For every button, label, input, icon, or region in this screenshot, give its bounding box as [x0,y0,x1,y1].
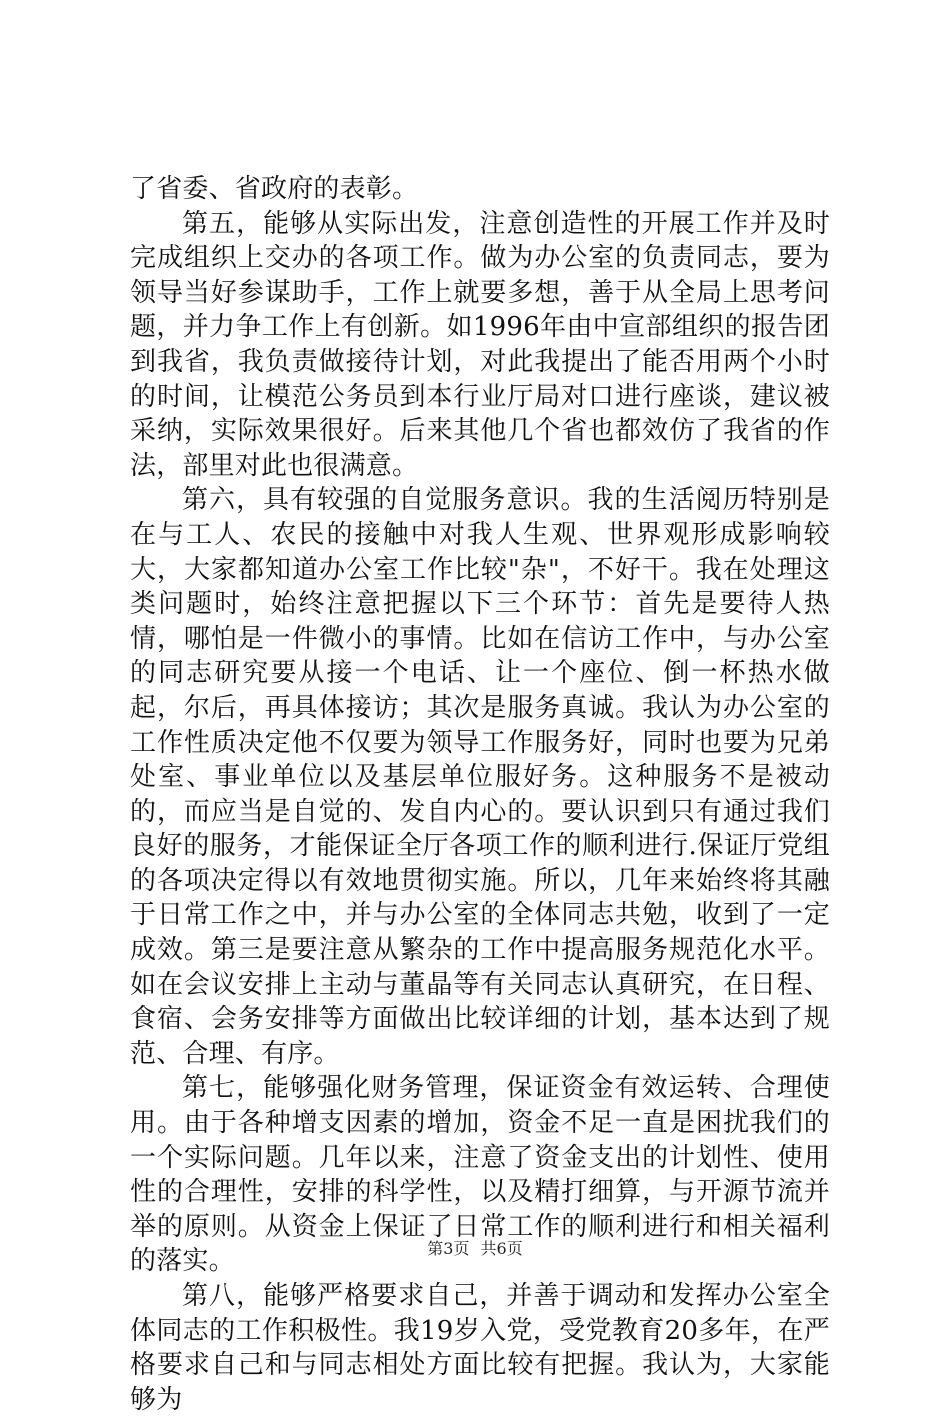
page-total: 共6页 [480,1239,523,1258]
paragraph-continuation: 了省委、省政府的表彰。 [130,174,419,204]
document-body [130,172,830,1417]
paragraph-fifth-point: 第五，能够从实际出发，注意创造性的开展工作并及时完成组织上交办的各项工作。做为办公室的负责同志，要为领导当好参谋助手，工作上就要多想，善于从全局上思考问题，并力争工作上有创新。如1996年由中宣部组织的报告团到我省，我负责做接待计划，对此我提出了能否用两个小时的时间，让模范公务员到本行业厅局对口进行座谈，建议被采纳，实际效果很好。后来其他几个省也都效仿了我省的作法，部里对此也很满意。 [130,208,830,481]
page-number: 第3页 [427,1239,470,1258]
paragraph-sixth-point: 第六，具有较强的自觉服务意识。我的生活阅历特别是在与工人、农民的接触中对我人生观、世界观形成影响较大，大家都知道办公室工作比较"杂"，不好干。我在处理这类问题时，始终注意把握以下三个环节：首先是要待人热情，哪怕是一件微小的事情。比如在信访工作中，与办公室的同志研究要从接一个电话、让一个座位、倒一杯热水做起，尔后，再具体接访；其次是服务真诚。我认为办公室的工作性质决定他不仅要为领导工作服务好，同时也要为兄弟处室、事业单位以及基层单位服好务。这种服务不是被动的，而应当是自觉的、发自内心的。要认识到只有通过我们良好的服务，才能保证全厅各项工作的顺利进行.保证厅党组的各项决定得以有效地贯彻实施。所以，几年来始终将其融于日常工作之中，并与办公室的全体同志共勉，收到了一定成效。第三是要注意从繁杂的工作中提高服务规范化水平。如在会议安排上主动与董晶等有关同志认真研究，在日程、食宿、会务安排等方面做出比较详细的计划，基本达到了规范、合理、有序。 [130,485,830,1069]
paragraph-eighth-point: 第八，能够严格要求自己，并善于调动和发挥办公室全体同志的工作积极性。我19岁入党，受党教育20多年，在严格要求自己和与同志相处方面比较有把握。我认为，大家能够为 [130,1281,830,1415]
paragraph-seventh-point: 第七，能够强化财务管理，保证资金有效运转、合理使用。由于各种增支因素的增加，资金不足一直是困扰我们的一个实际问题。几年以来，注意了资金支出的计划性、使用性的合理性，安排的科学性，以及精打细算，与开源节流并举的原则。从资金上保证了日常工作的顺利进行和相关福利的落实。 [130,1073,830,1277]
page-footer [0,1236,950,1259]
